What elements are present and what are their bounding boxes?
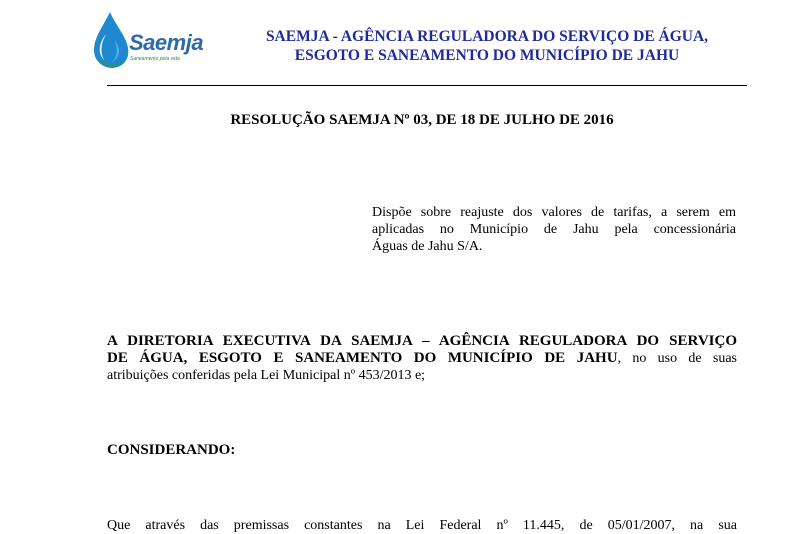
preamble-line-2: [107, 350, 737, 367]
saemja-logo: [92, 10, 220, 70]
ementa-paragraph: [372, 204, 736, 255]
ementa-line-1: Dispõe sobre reajuste dos valores de tarifas, a serem em: [372, 205, 736, 220]
header-title-line-1: SAEMJA - AGÊNCIA REGULADORA DO SERVIÇO DE ÁGUA,: [265, 28, 709, 45]
preamble-paragraph: [107, 333, 737, 384]
preamble-line-1: [107, 333, 737, 350]
header-title-line-2: ESGOTO E SANEAMENTO DO MUNICÍPIO DE JAHU: [294, 47, 680, 64]
preamble-bold-2: DE ÁGUA, ESGOTO E SANEAMENTO DO MUNICÍPIO DE JAHU: [107, 350, 618, 366]
water-drop-icon: [92, 10, 132, 70]
ementa-line-2: aplicadas no Município de Jahu pela concessionária: [372, 222, 736, 237]
agency-header-title: [232, 27, 742, 65]
considerando-heading: CONSIDERANDO:: [107, 442, 236, 458]
preamble-bold-1: A DIRETORIA EXECUTIVA DA SAEMJA – AGÊNCIA REGULADORA DO SERVIÇO: [107, 333, 737, 349]
header-divider: [107, 85, 747, 86]
resolution-title: RESOLUÇÃO SAEMJA Nº 03, DE 18 DE JULHO DE 2016: [230, 112, 614, 128]
preamble-line-3: atribuições conferidas pela Lei Municipal nº 453/2013 e;: [107, 368, 426, 383]
ementa-line-3: Águas de Jahu S/A.: [372, 239, 483, 254]
preamble-line-2-rest: , no uso de suas: [617, 351, 737, 366]
clause-paragraph: Que através das premissas constantes na Lei Federal nº 11.445, de 05/01/2007, na sua: [107, 518, 737, 533]
logo-tagline: Saneamento pela vida: [130, 56, 180, 62]
logo-wordmark: Saemja: [129, 30, 204, 55]
